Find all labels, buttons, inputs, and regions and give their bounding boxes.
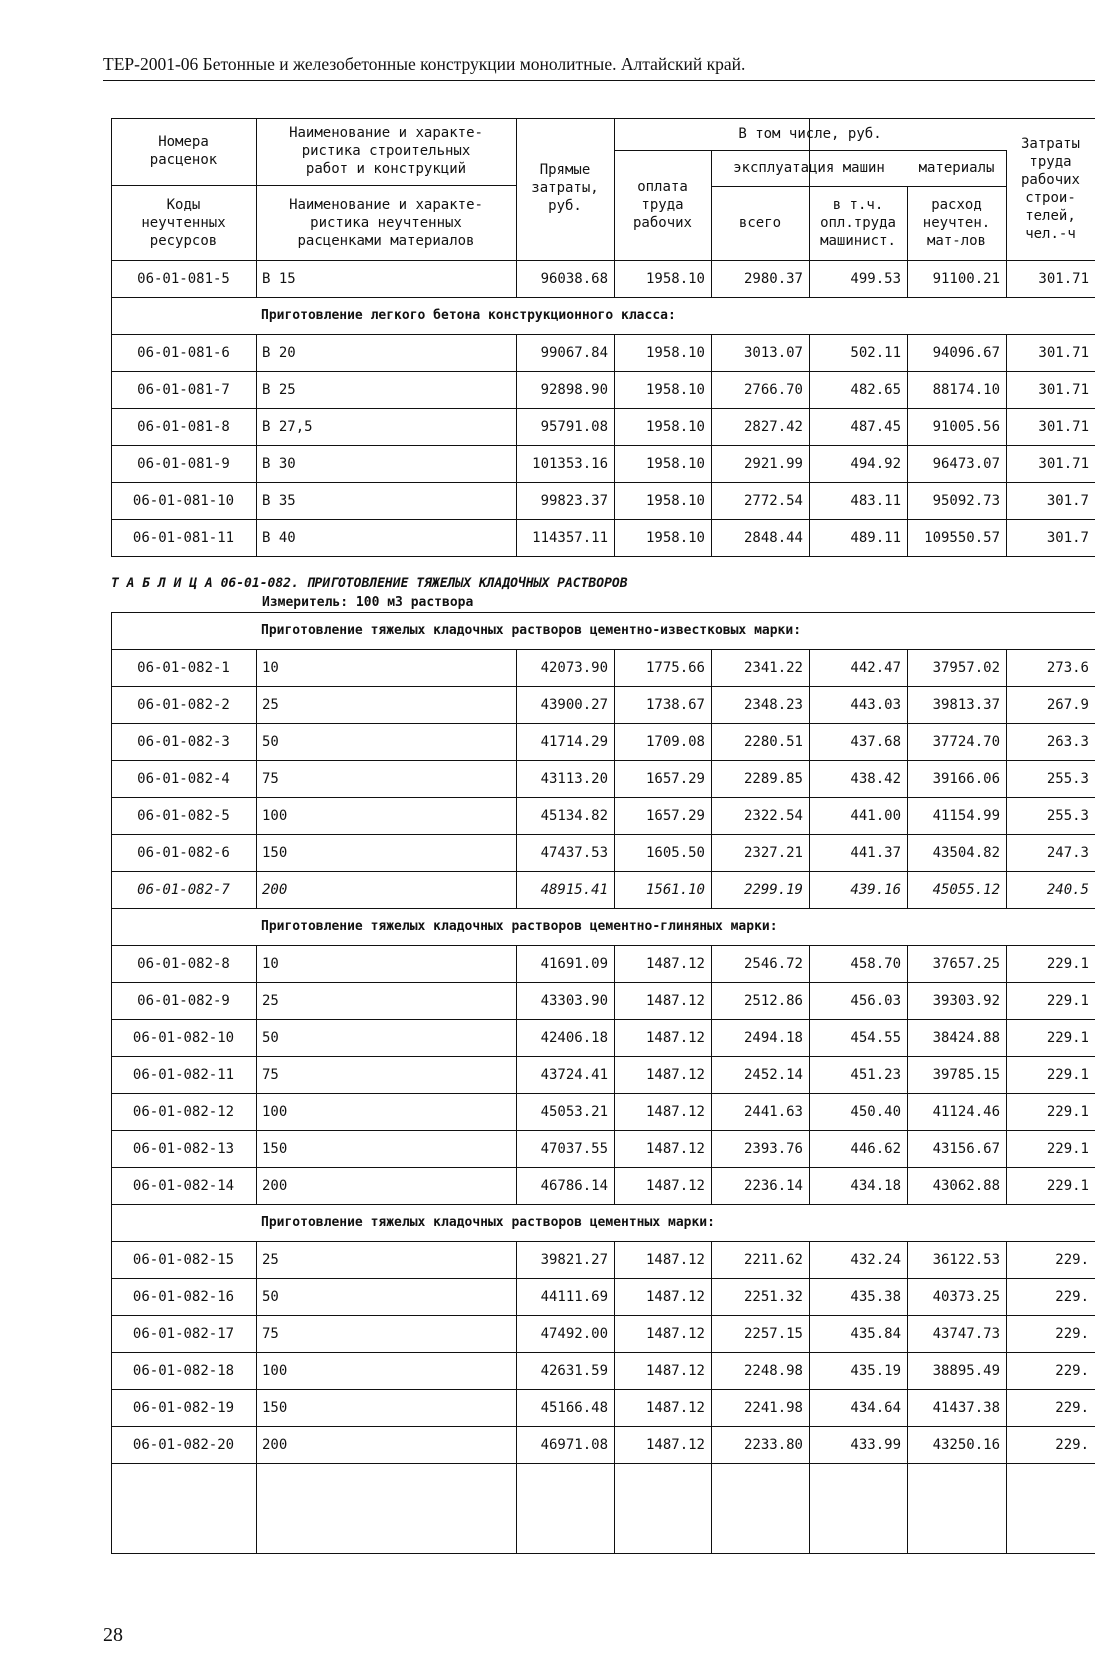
materials: 109550.57: [924, 529, 1000, 546]
materials: 36122.53: [932, 1251, 1000, 1268]
machines-wages: 446.62: [850, 1140, 901, 1157]
direct-costs: 47492.00: [540, 1325, 608, 1342]
machines-total: 2327.21: [743, 844, 803, 861]
machines-total: 2512.86: [743, 992, 803, 1009]
rate-name: В 27,5: [262, 418, 313, 435]
labor-costs: 229.: [1055, 1288, 1089, 1305]
direct-costs: 39821.27: [540, 1251, 608, 1268]
machines-wages: 499.53: [850, 270, 901, 287]
labor-costs: 301.7: [1046, 529, 1089, 546]
rate-code: 06-01-081-9: [137, 455, 230, 472]
direct-costs: 99067.84: [540, 344, 608, 361]
machines-wages: 487.45: [850, 418, 901, 435]
rate-code: 06-01-082-4: [137, 770, 230, 787]
machines-total: 2546.72: [743, 955, 803, 972]
direct-costs: 47437.53: [540, 844, 608, 861]
labor-costs: 229.1: [1046, 955, 1089, 972]
labor-costs: 229.1: [1046, 1029, 1089, 1046]
machines-total: 2248.98: [743, 1362, 803, 1379]
labor-costs: 301.71: [1038, 344, 1089, 361]
direct-costs: 43724.41: [540, 1066, 608, 1083]
machines-wages: 450.40: [850, 1103, 901, 1120]
col-divider: [111, 1463, 112, 1553]
machines-total: 2251.32: [743, 1288, 803, 1305]
header-rate-numbers: Номера расценок: [149, 134, 218, 168]
rate-code: 06-01-082-20: [132, 1436, 235, 1453]
rate-name: 150: [262, 1140, 288, 1157]
rate-code: 06-01-081-7: [137, 381, 230, 398]
direct-costs: 48915.41: [540, 881, 608, 898]
machines-wages: 438.42: [850, 770, 901, 787]
rate-code: 06-01-082-2: [137, 696, 230, 713]
rate-name: 10: [262, 955, 279, 972]
machines-total: 2280.51: [743, 733, 803, 750]
wages: 1958.10: [645, 492, 705, 509]
machines-total: 2211.62: [743, 1251, 803, 1268]
rate-name: В 25: [262, 381, 296, 398]
rate-name: 100: [262, 1362, 288, 1379]
direct-costs: 42406.18: [540, 1029, 608, 1046]
direct-costs: 43113.20: [540, 770, 608, 787]
machines-total: 2452.14: [743, 1066, 803, 1083]
rate-name: 150: [262, 844, 288, 861]
materials: 91005.56: [932, 418, 1000, 435]
wages: 1958.10: [645, 529, 705, 546]
labor-costs: 301.71: [1038, 270, 1089, 287]
header-direct-costs: Прямые затраты, руб.: [531, 162, 599, 214]
materials: 96473.07: [932, 455, 1000, 472]
machines-wages: 442.47: [850, 659, 901, 676]
materials: 39813.37: [932, 696, 1000, 713]
header-labor: Затраты труда рабочих строи- телей, чел.-ч: [1020, 136, 1080, 242]
title-rule: [103, 80, 1095, 81]
page-title: ТЕР-2001-06 Бетонные и железобетонные конструкции монолитные. Алтайский край.: [103, 54, 746, 74]
rate-code: 06-01-082-17: [132, 1325, 235, 1342]
materials: 39785.15: [932, 1066, 1000, 1083]
rate-name: 25: [262, 1251, 279, 1268]
rate-name: 10: [262, 659, 279, 676]
rate-code: 06-01-082-7: [137, 881, 230, 898]
direct-costs: 114357.11: [532, 529, 608, 546]
direct-costs: 45166.48: [540, 1399, 608, 1416]
direct-costs: 46971.08: [540, 1436, 608, 1453]
section-heading-cement: Приготовление тяжелых кладочных растворов цементных марки:: [261, 1214, 715, 1230]
labor-costs: 229.: [1055, 1399, 1089, 1416]
rate-name: 50: [262, 1288, 279, 1305]
rate-code: 06-01-082-6: [137, 844, 230, 861]
wages: 1487.12: [645, 1177, 705, 1194]
rate-code: 06-01-082-16: [132, 1288, 235, 1305]
col-divider: [711, 1463, 712, 1553]
wages: 1487.12: [645, 1140, 705, 1157]
wages: 1605.50: [645, 844, 705, 861]
row-divider: [111, 556, 1095, 557]
wages: 1958.10: [645, 418, 705, 435]
labor-costs: 229.: [1055, 1436, 1089, 1453]
header-materials-sub: расход неучтен. мат-лов: [922, 197, 991, 249]
labor-costs: 229.1: [1046, 992, 1089, 1009]
wages: 1487.12: [645, 1362, 705, 1379]
materials: 43747.73: [932, 1325, 1000, 1342]
labor-costs: 301.7: [1046, 492, 1089, 509]
rate-name: 50: [262, 733, 279, 750]
wages: 1775.66: [645, 659, 705, 676]
header-materials: материалы: [918, 160, 995, 176]
rate-name: 200: [262, 1177, 288, 1194]
rate-code: 06-01-081-11: [132, 529, 235, 546]
materials: 43062.88: [932, 1177, 1000, 1194]
labor-costs: 263.3: [1046, 733, 1089, 750]
labor-costs: 229.: [1055, 1251, 1089, 1268]
labor-costs: 229.: [1055, 1325, 1089, 1342]
machines-total: 2241.98: [743, 1399, 803, 1416]
materials: 41154.99: [932, 807, 1000, 824]
machines-wages: 458.70: [850, 955, 901, 972]
wages: 1487.12: [645, 1251, 705, 1268]
machines-wages: 454.55: [850, 1029, 901, 1046]
machines-total: 2299.19: [743, 881, 803, 898]
direct-costs: 101353.16: [532, 455, 608, 472]
header-machines: эксплуатация машин: [733, 160, 885, 176]
rate-name: 200: [262, 1436, 288, 1453]
direct-costs: 46786.14: [540, 1177, 608, 1194]
labor-costs: 301.71: [1038, 381, 1089, 398]
rate-code: 06-01-082-10: [132, 1029, 235, 1046]
machines-wages: 441.37: [850, 844, 901, 861]
rate-code: 06-01-082-1: [137, 659, 230, 676]
rate-name: 75: [262, 1325, 279, 1342]
machines-total: 2921.99: [743, 455, 803, 472]
rate-name: 25: [262, 992, 279, 1009]
machines-wages: 456.03: [850, 992, 901, 1009]
labor-costs: 301.71: [1038, 418, 1089, 435]
materials: 39303.92: [932, 992, 1000, 1009]
col-divider: [809, 1463, 810, 1553]
machines-wages: 435.84: [850, 1325, 901, 1342]
rate-name: 100: [262, 807, 288, 824]
materials: 39166.06: [932, 770, 1000, 787]
machines-total: 2341.22: [743, 659, 803, 676]
table-heading: Т А Б Л И Ц А 06-01-082. ПРИГОТОВЛЕНИЕ ТЯЖЕЛЫХ КЛАДОЧНЫХ РАСТВОРОВ: [111, 576, 628, 591]
labor-costs: 255.3: [1046, 770, 1089, 787]
section-heading-lime-cement: Приготовление тяжелых кладочных растворов цементно-известковых марки:: [261, 622, 802, 638]
machines-wages: 439.16: [850, 881, 901, 898]
machines-total: 2441.63: [743, 1103, 803, 1120]
rate-code: 06-01-082-9: [137, 992, 230, 1009]
rate-name: 100: [262, 1103, 288, 1120]
machines-total: 2236.14: [743, 1177, 803, 1194]
rate-code: 06-01-081-5: [137, 270, 230, 287]
section-heading-light-concrete: Приготовление легкого бетона конструкционного класса:: [261, 307, 676, 323]
header-machines-incl: в т.ч. опл.труда машинист.: [820, 197, 896, 249]
direct-costs: 41691.09: [540, 955, 608, 972]
labor-costs: 229.1: [1046, 1177, 1089, 1194]
machines-total: 2766.70: [743, 381, 803, 398]
rate-code: 06-01-081-8: [137, 418, 230, 435]
rate-name: 200: [262, 881, 288, 898]
direct-costs: 45134.82: [540, 807, 608, 824]
rate-code: 06-01-082-5: [137, 807, 230, 824]
page-number: 28: [103, 1624, 123, 1646]
machines-total: 2322.54: [743, 807, 803, 824]
wages: 1958.10: [645, 344, 705, 361]
machines-total: 2494.18: [743, 1029, 803, 1046]
materials: 95092.73: [932, 492, 1000, 509]
materials: 41437.38: [932, 1399, 1000, 1416]
wages: 1487.12: [645, 1029, 705, 1046]
wages: 1487.12: [645, 1399, 705, 1416]
materials: 37724.70: [932, 733, 1000, 750]
direct-costs: 45053.21: [540, 1103, 608, 1120]
rate-name: 75: [262, 770, 279, 787]
materials: 91100.21: [932, 270, 1000, 287]
machines-wages: 483.11: [850, 492, 901, 509]
wages: 1487.12: [645, 1103, 705, 1120]
materials: 43156.67: [932, 1140, 1000, 1157]
machines-wages: 441.00: [850, 807, 901, 824]
labor-costs: 229.: [1055, 1362, 1089, 1379]
machines-total: 2848.44: [743, 529, 803, 546]
wages: 1487.12: [645, 1436, 705, 1453]
rate-code: 06-01-082-13: [132, 1140, 235, 1157]
rate-code: 06-01-081-6: [137, 344, 230, 361]
machines-wages: 435.38: [850, 1288, 901, 1305]
labor-costs: 255.3: [1046, 807, 1089, 824]
wages: 1657.29: [645, 770, 705, 787]
rate-name: 25: [262, 696, 279, 713]
materials: 88174.10: [932, 381, 1000, 398]
wages: 1709.08: [645, 733, 705, 750]
direct-costs: 44111.69: [540, 1288, 608, 1305]
rate-code: 06-01-082-19: [132, 1399, 235, 1416]
rate-name: 150: [262, 1399, 288, 1416]
direct-costs: 42073.90: [540, 659, 608, 676]
rate-code: 06-01-082-8: [137, 955, 230, 972]
labor-costs: 247.3: [1046, 844, 1089, 861]
machines-wages: 451.23: [850, 1066, 901, 1083]
machines-total: 2257.15: [743, 1325, 803, 1342]
wages: 1958.10: [645, 455, 705, 472]
direct-costs: 47037.55: [540, 1140, 608, 1157]
rate-code: 06-01-082-11: [132, 1066, 235, 1083]
machines-total: 2980.37: [743, 270, 803, 287]
rate-code: 06-01-082-14: [132, 1177, 235, 1194]
labor-costs: 267.9: [1046, 696, 1089, 713]
rate-code: 06-01-081-10: [132, 492, 235, 509]
direct-costs: 92898.90: [540, 381, 608, 398]
rate-code: 06-01-082-15: [132, 1251, 235, 1268]
direct-costs: 99823.37: [540, 492, 608, 509]
col-divider: [1006, 1463, 1007, 1553]
header-machines-total: всего: [738, 215, 782, 231]
header-work-name: Наименование и характе- ристика строительных работ и конструкций: [289, 125, 483, 177]
wages: 1958.10: [645, 270, 705, 287]
rate-name: В 15: [262, 270, 296, 287]
machines-wages: 432.24: [850, 1251, 901, 1268]
materials: 38424.88: [932, 1029, 1000, 1046]
machines-wages: 437.68: [850, 733, 901, 750]
col-divider: [256, 1463, 257, 1553]
rate-name: 75: [262, 1066, 279, 1083]
measure-unit: Измеритель: 100 м3 раствора: [262, 595, 474, 610]
machines-wages: 433.99: [850, 1436, 901, 1453]
machines-total: 2289.85: [743, 770, 803, 787]
rate-name: 50: [262, 1029, 279, 1046]
wages: 1561.10: [645, 881, 705, 898]
wages: 1487.12: [645, 1325, 705, 1342]
machines-wages: 435.19: [850, 1362, 901, 1379]
wages: 1738.67: [645, 696, 705, 713]
wages: 1487.12: [645, 1288, 705, 1305]
section-heading-clay-cement: Приготовление тяжелых кладочных растворов цементно-глиняных марки:: [261, 918, 778, 934]
wages: 1487.12: [645, 955, 705, 972]
machines-total: 3013.07: [743, 344, 803, 361]
direct-costs: 43900.27: [540, 696, 608, 713]
materials: 37657.25: [932, 955, 1000, 972]
machines-wages: 482.65: [850, 381, 901, 398]
machines-total: 2827.42: [743, 418, 803, 435]
machines-total: 2348.23: [743, 696, 803, 713]
machines-wages: 489.11: [850, 529, 901, 546]
header-resource-codes: Коды неучтенных ресурсов: [141, 197, 226, 249]
header-material-name: Наименование и характе- ристика неучтенных расценками материалов: [289, 197, 483, 249]
direct-costs: 43303.90: [540, 992, 608, 1009]
col-divider: [516, 1463, 517, 1553]
materials: 43250.16: [932, 1436, 1000, 1453]
machines-wages: 443.03: [850, 696, 901, 713]
row-divider: [111, 1463, 1095, 1464]
rate-name: В 30: [262, 455, 296, 472]
rate-name: В 20: [262, 344, 296, 361]
machines-total: 2233.80: [743, 1436, 803, 1453]
materials: 94096.67: [932, 344, 1000, 361]
materials: 37957.02: [932, 659, 1000, 676]
machines-total: 2393.76: [743, 1140, 803, 1157]
wages: 1487.12: [645, 1066, 705, 1083]
labor-costs: 240.5: [1046, 881, 1089, 898]
machines-wages: 434.64: [850, 1399, 901, 1416]
materials: 43504.82: [932, 844, 1000, 861]
materials: 45055.12: [932, 881, 1000, 898]
machines-wages: 494.92: [850, 455, 901, 472]
labor-costs: 273.6: [1046, 659, 1089, 676]
header-wages: оплата труда рабочих: [632, 179, 692, 231]
direct-costs: 95791.08: [540, 418, 608, 435]
table-bottom-border: [111, 1553, 1095, 1554]
labor-costs: 301.71: [1038, 455, 1089, 472]
materials: 41124.46: [932, 1103, 1000, 1120]
wages: 1657.29: [645, 807, 705, 824]
machines-wages: 502.11: [850, 344, 901, 361]
wages: 1958.10: [645, 381, 705, 398]
header-including: В том числе, руб.: [738, 126, 882, 142]
materials: 40373.25: [932, 1288, 1000, 1305]
wages: 1487.12: [645, 992, 705, 1009]
labor-costs: 229.1: [1046, 1103, 1089, 1120]
labor-costs: 229.1: [1046, 1066, 1089, 1083]
direct-costs: 41714.29: [540, 733, 608, 750]
rate-code: 06-01-082-3: [137, 733, 230, 750]
labor-costs: 229.1: [1046, 1140, 1089, 1157]
rate-code: 06-01-082-18: [132, 1362, 235, 1379]
rate-name: В 40: [262, 529, 296, 546]
col-divider: [614, 1463, 615, 1553]
col-divider: [907, 1463, 908, 1553]
machines-total: 2772.54: [743, 492, 803, 509]
direct-costs: 42631.59: [540, 1362, 608, 1379]
materials: 38895.49: [932, 1362, 1000, 1379]
machines-wages: 434.18: [850, 1177, 901, 1194]
rate-code: 06-01-082-12: [132, 1103, 235, 1120]
direct-costs: 96038.68: [540, 270, 608, 287]
rate-name: В 35: [262, 492, 296, 509]
